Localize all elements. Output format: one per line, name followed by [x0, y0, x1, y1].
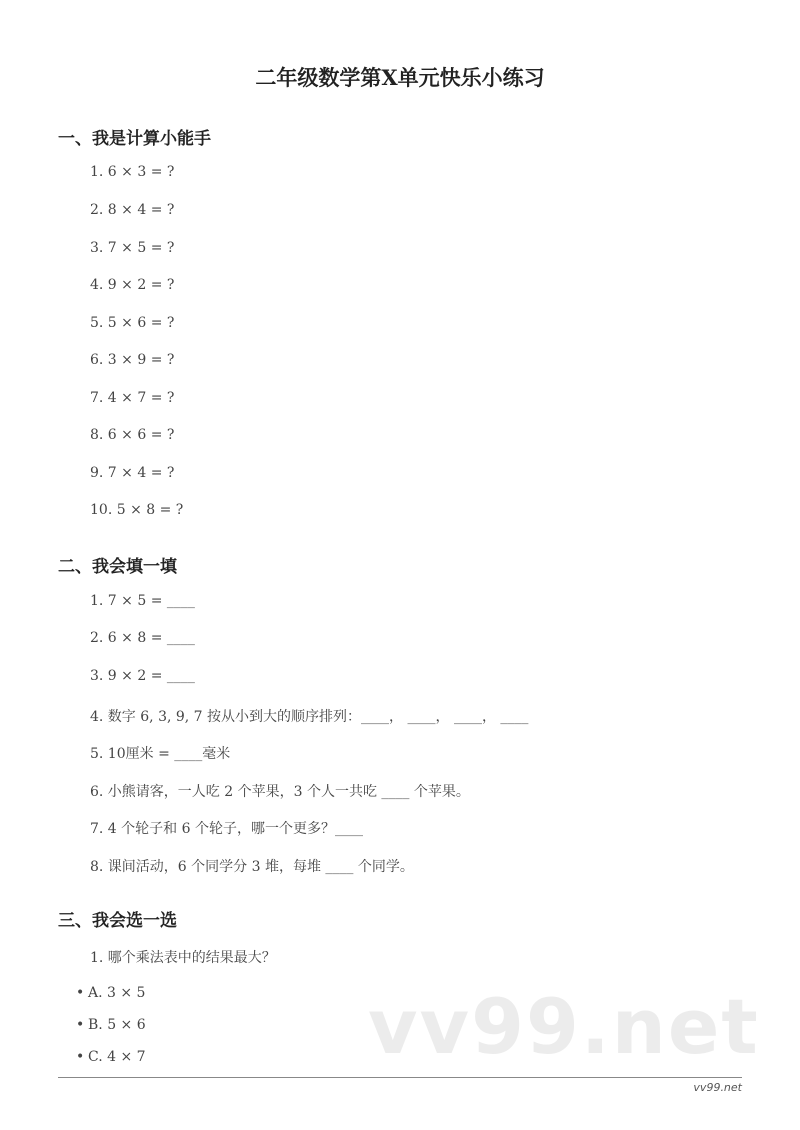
- calc-item: 3. 7 × 5 = ?: [90, 240, 175, 256]
- fill-item: 7. 4 个轮子和 6 个轮子，哪一个更多？____: [90, 821, 363, 837]
- fill-item: 3. 9 × 2 = ____: [90, 668, 195, 684]
- calc-item: 6. 3 × 9 = ?: [90, 352, 175, 368]
- choice-question: 1. 哪个乘法表中的结果最大？: [90, 950, 276, 966]
- calc-item: 5. 5 × 6 = ?: [90, 315, 175, 331]
- calc-item: 10. 5 × 8 = ?: [90, 502, 184, 518]
- fill-item: 1. 7 × 5 = ____: [90, 593, 195, 609]
- choice-option: [76, 1049, 146, 1065]
- watermark: vv99.net: [368, 982, 760, 1071]
- choice-option-label: A. 3 × 5: [88, 985, 146, 1001]
- page-title: 二年级数学第X单元快乐小练习: [255, 65, 545, 90]
- choice-option: [76, 985, 145, 1001]
- footer-source: vv99.net: [693, 1081, 742, 1094]
- bullet-icon: •: [76, 1017, 85, 1033]
- choice-option-label: C. 4 × 7: [88, 1049, 146, 1065]
- bullet-icon: •: [76, 1049, 85, 1065]
- fill-item: 2. 6 × 8 = ____: [90, 630, 195, 646]
- choice-option-label: B. 5 × 6: [88, 1017, 146, 1033]
- calc-item: 9. 7 × 4 = ?: [90, 465, 175, 481]
- calc-item: 2. 8 × 4 = ?: [90, 202, 175, 218]
- calc-item: 7. 4 × 7 = ?: [90, 390, 175, 406]
- section-heading-fill-in: 二、我会填一填: [58, 557, 177, 577]
- fill-item: 8. 课间活动，6 个同学分 3 堆，每堆 ____ 个同学。: [90, 859, 414, 875]
- section-heading-choice: 三、我会选一选: [58, 911, 177, 931]
- fill-item: 4. 数字 6, 3, 9, 7 按从小到大的顺序排列：____， ____， ____， ____: [90, 709, 529, 725]
- calc-item: 8. 6 × 6 = ?: [90, 427, 175, 443]
- calc-item: 1. 6 × 3 = ?: [90, 164, 175, 180]
- section-heading-calculation: 一、我是计算小能手: [58, 129, 211, 149]
- choice-option: [76, 1017, 146, 1033]
- calc-item: 4. 9 × 2 = ?: [90, 277, 175, 293]
- fill-item: 6. 小熊请客，一人吃 2 个苹果，3 个人一共吃 ____ 个苹果。: [90, 784, 470, 800]
- fill-item: 5. 10厘米 = ____毫米: [90, 746, 231, 762]
- footer-divider: [58, 1077, 742, 1078]
- bullet-icon: •: [76, 985, 85, 1001]
